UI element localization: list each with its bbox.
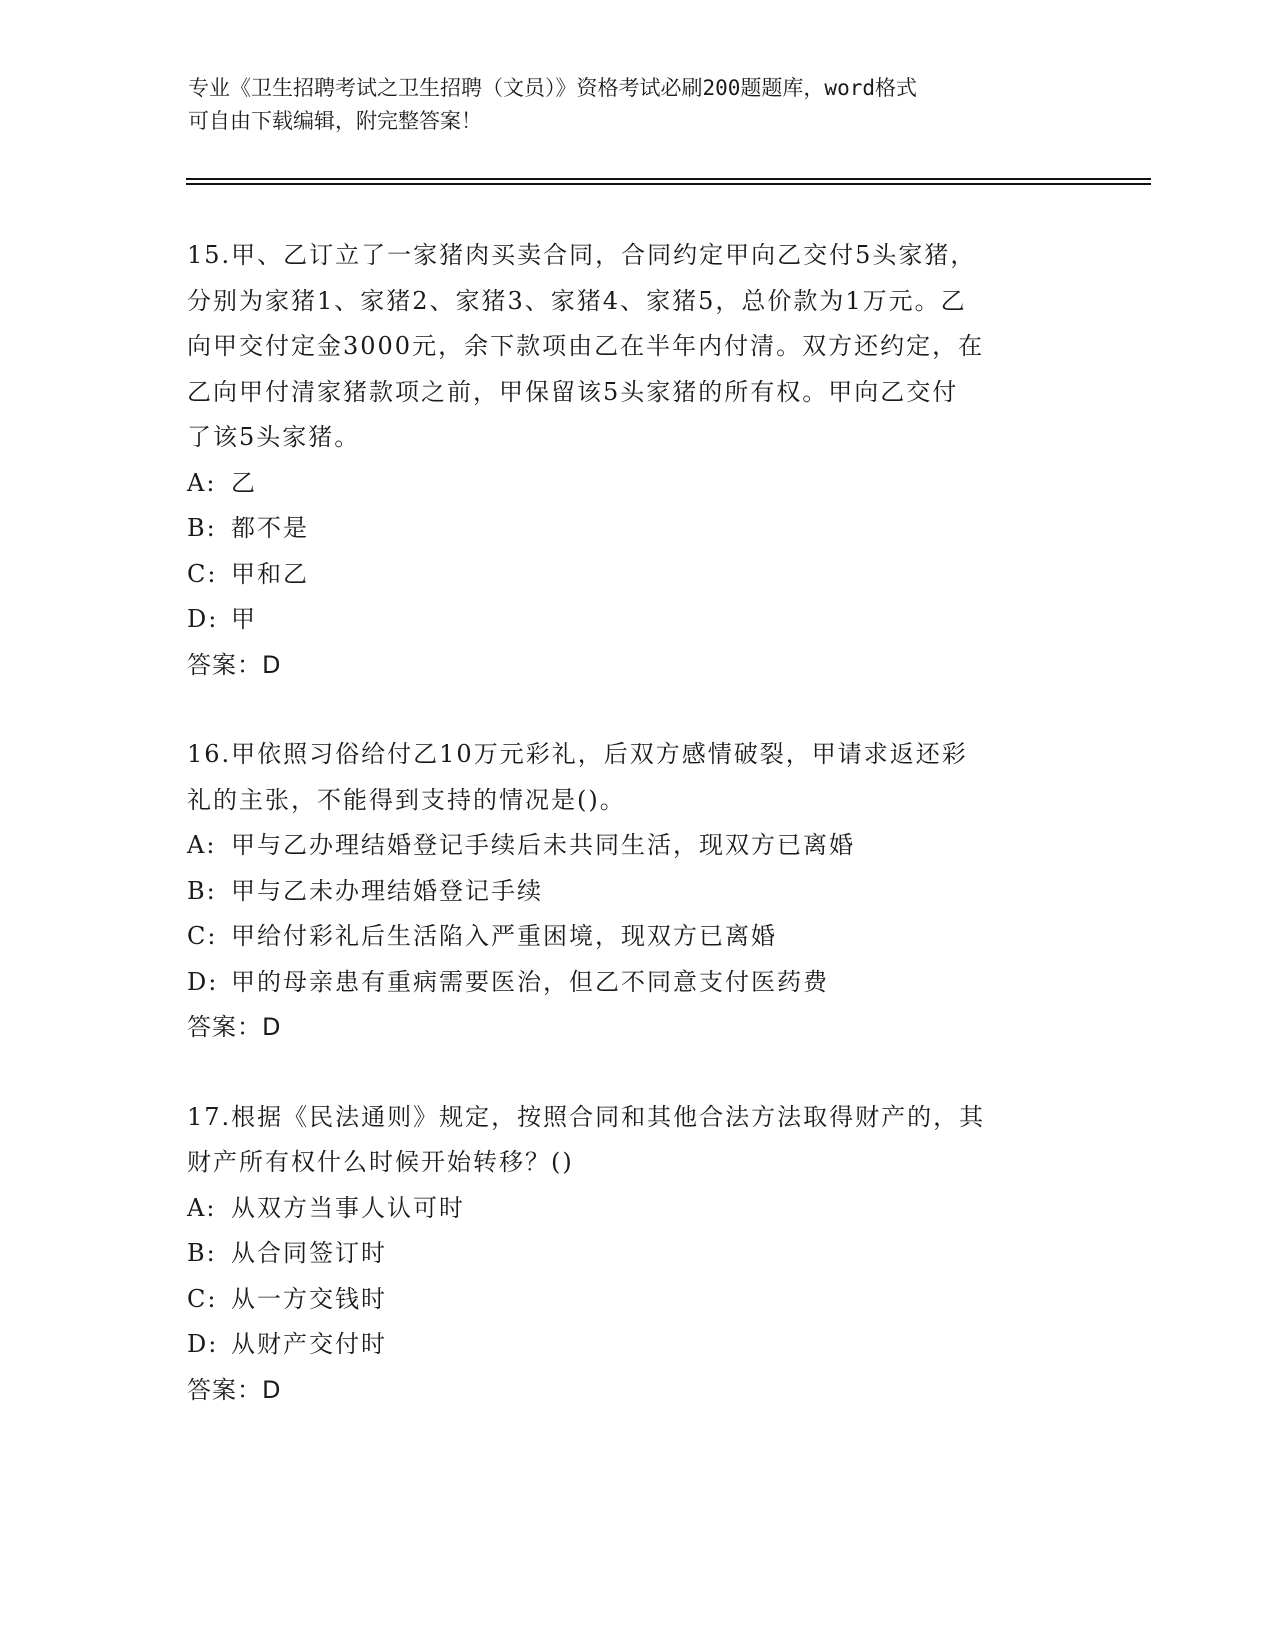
option-a xyxy=(187,1186,1087,1232)
option-b xyxy=(187,1231,1087,1277)
option-a xyxy=(187,823,1087,869)
answer-line: 答案：D xyxy=(187,1375,282,1404)
option-letter: A: xyxy=(187,1193,217,1222)
question-item xyxy=(187,732,1087,1051)
option-letter: C: xyxy=(187,922,218,950)
option-text: 从合同签订时 xyxy=(231,1239,387,1267)
option-a xyxy=(187,461,1087,507)
header-divider xyxy=(186,183,1151,185)
question-item xyxy=(187,233,1087,688)
option-d xyxy=(187,1322,1087,1368)
option-letter: D: xyxy=(187,1330,219,1358)
question-line: 向甲交付定金3000元，余下款项由乙在半年内付清。双方还约定，在 xyxy=(187,332,985,360)
question-line: 财产所有权什么时候开始转移？() xyxy=(187,1148,574,1176)
header-divider xyxy=(186,178,1151,180)
question-line: 分别为家猪1、家猪2、家猪3、家猪4、家猪5，总价款为1万元。乙 xyxy=(187,286,967,315)
option-text: 甲与乙未办理结婚登记手续 xyxy=(231,876,543,905)
option-text: 从双方当事人认可时 xyxy=(231,1193,465,1222)
option-letter: B: xyxy=(187,876,217,905)
option-text: 甲和乙 xyxy=(231,559,309,588)
page-header xyxy=(188,72,1068,138)
option-letter: C: xyxy=(187,1284,218,1313)
option-letter: C: xyxy=(187,559,218,588)
option-text: 乙 xyxy=(231,468,257,497)
question-line: 礼的主张，不能得到支持的情况是()。 xyxy=(187,785,626,814)
option-c xyxy=(187,552,1087,598)
option-text: 甲的母亲患有重病需要医治，但乙不同意支付医药费 xyxy=(231,967,829,996)
question-line: 16.甲依照习俗给付乙10万元彩礼，后双方感情破裂，甲请求返还彩 xyxy=(187,740,968,768)
option-text: 甲 xyxy=(231,605,257,633)
option-letter: B: xyxy=(187,514,217,542)
option-c xyxy=(187,914,1087,960)
option-text: 甲给付彩礼后生活陷入严重困境，现双方已离婚 xyxy=(231,922,777,950)
answer-line: 答案：D xyxy=(187,650,282,679)
question-line: 乙向甲付清家猪款项之前，甲保留该5头家猪的所有权。甲向乙交付 xyxy=(187,377,959,406)
question-line: 15.甲、乙订立了一家猪肉买卖合同，合同约定甲向乙交付5头家猪， xyxy=(187,241,977,269)
option-text: 从一方交钱时 xyxy=(231,1284,387,1313)
header-line: 专业《卫生招聘考试之卫生招聘（文员）》资格考试必刷200题题库，word格式 xyxy=(188,76,917,100)
option-text: 甲与乙办理结婚登记手续后未共同生活，现双方已离婚 xyxy=(231,831,855,859)
answer-line: 答案：D xyxy=(187,1013,282,1041)
option-b xyxy=(187,869,1087,915)
option-d xyxy=(187,597,1087,643)
option-letter: D: xyxy=(187,967,219,996)
option-letter: A: xyxy=(187,831,217,859)
option-b xyxy=(187,506,1087,552)
question-line: 17.根据《民法通则》规定，按照合同和其他合法方法取得财产的，其 xyxy=(187,1102,986,1131)
option-letter: D: xyxy=(187,605,219,633)
question-line: 了该5头家猪。 xyxy=(187,423,361,451)
question-item xyxy=(187,1095,1087,1414)
question-text xyxy=(187,1095,1087,1186)
question-text xyxy=(187,732,1087,823)
option-letter: A: xyxy=(187,468,217,497)
header-line: 可自由下载编辑，附完整答案！ xyxy=(188,109,482,133)
option-text: 都不是 xyxy=(231,514,309,542)
question-text xyxy=(187,233,1087,461)
question-list xyxy=(187,233,1087,1457)
option-letter: B: xyxy=(187,1239,217,1267)
option-text: 从财产交付时 xyxy=(231,1330,387,1358)
option-c xyxy=(187,1277,1087,1323)
option-d xyxy=(187,960,1087,1006)
